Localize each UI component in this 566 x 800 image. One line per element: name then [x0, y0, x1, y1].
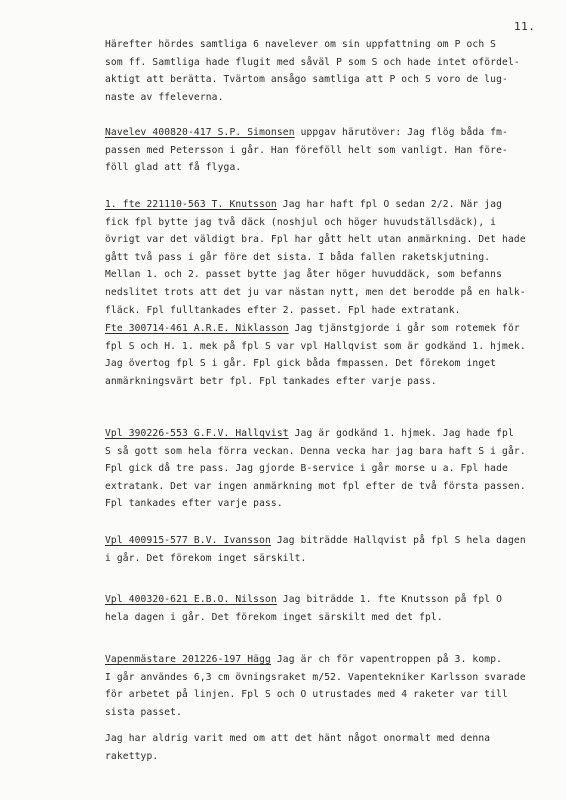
text-line: [105, 214, 545, 232]
paragraph-knutsson: [105, 196, 545, 319]
paragraph-niklasson: [105, 320, 545, 390]
text-line: [105, 443, 545, 461]
text-line: [105, 730, 545, 748]
text-line: [105, 748, 545, 766]
line-text: övrigt var det väldigt bra. Fpl har gått helt utan anmärkning. Det hade: [105, 234, 526, 246]
witness-name: 1. fte 221110-563 T. Knutsson: [105, 199, 277, 210]
line-text: S så gott som hela förra veckan. Denna vecka har jag bara haft S i går.: [105, 445, 526, 457]
line-text: uppgav härutöver: Jag flög båda fm-: [294, 127, 508, 138]
text-line: [105, 704, 545, 722]
text-line: [105, 302, 545, 320]
line-text: passen med Petersson i går. Han föreföll helt som vanligt. Han före-: [105, 144, 508, 156]
line-text: Jag övertog fpl S i går. Fpl gick båda fmpassen. Det förekom inget: [105, 358, 497, 370]
text-line: [105, 651, 545, 669]
text-line: [105, 71, 545, 89]
text-line: [105, 550, 545, 568]
line-text: Jag är godkänd 1. hjmek. Jag hade fpl: [288, 428, 514, 439]
page-number: 11.: [514, 20, 536, 33]
text-line: [105, 532, 545, 550]
text-line: [105, 686, 545, 704]
witness-name: Vpl 400915-577 B.V. Ivansson: [105, 535, 271, 546]
line-text: fick fpl bytte jag två däck (noshjul och höger huvudställsdäck), i: [105, 216, 497, 228]
text-line: [105, 89, 545, 107]
paragraph-intro: [105, 36, 545, 106]
paragraph-hallqvist: [105, 425, 545, 513]
text-line: [105, 196, 545, 214]
text-line: [105, 266, 545, 284]
text-line: [105, 320, 545, 338]
paragraph-hagg: [105, 651, 545, 721]
line-text: Jag biträdde Hallqvist på fpl S hela dagen: [270, 535, 526, 546]
line-text: I går användes 6,3 cm övningsraket m/52. Vapentekniker Karlsson svarade: [105, 671, 526, 683]
witness-name: Vpl 400320-621 E.B.O. Nilsson: [105, 594, 277, 605]
line-text: aktigt att berätta. Tvärtom ansågo samtliga att P och S voro de lug-: [105, 74, 508, 86]
text-line: [105, 54, 545, 72]
text-line: [105, 142, 545, 160]
text-line: [105, 284, 545, 302]
paragraph-simonsen: [105, 124, 545, 177]
line-text: naste av ffeleverna.: [105, 91, 224, 103]
line-text: Mellan 1. och 2. passet bytte jag åter höger huvuddäck, som befanns: [105, 269, 503, 281]
text-line: [105, 425, 545, 443]
line-text: rakettyp.: [105, 750, 159, 762]
line-text: nedslitet trots att det ju var nästan nytt, men det berodde på en halk-: [105, 286, 526, 298]
line-text: Fpl gick då tre pass. Jag gjorde B-service i går morse u a. Fpl hade: [105, 463, 508, 475]
line-text: hela dagen i går. Det förekom inget särskilt med det fpl.: [105, 611, 443, 623]
line-text: fläck. Fpl fulltankades efter 2. passet. Fpl hade extratank.: [105, 304, 461, 316]
text-line: [105, 609, 545, 627]
line-text: för arbetet på linjen. Fpl S och O utrustades med 4 raketer var till: [105, 689, 508, 701]
paragraph-nilsson: [105, 591, 545, 626]
line-text: Jag har haft fpl O sedan 2/2. När jag: [276, 199, 503, 210]
line-text: som ff. Samtliga hade flugit med såväl P som S och hade intet ofördel-: [105, 56, 520, 68]
line-text: Jag har aldrig varit med om att det hänt något onormalt med denna: [105, 733, 491, 744]
text-line: [105, 355, 545, 373]
witness-name: Navelev 400820-417 S.P. Simonsen: [105, 127, 295, 138]
line-text: sista passet.: [105, 706, 183, 718]
text-line: [105, 495, 545, 513]
witness-name: Fte 300714-461 A.R.E. Niklasson: [105, 323, 289, 334]
line-text: fpl S och H. 1. mek på fpl S var vpl Hallqvist som är godkänd 1. hjmek.: [105, 340, 526, 352]
line-text: Jag tjänstgjorde i går som rotemek för: [288, 323, 520, 334]
text-line: [105, 159, 545, 177]
line-text: anmärkningsvärt betr fpl. Fpl tankades efter varje pass.: [105, 375, 437, 387]
line-text: Jag biträdde 1. fte Knutsson på fpl O: [276, 594, 503, 605]
text-line: [105, 591, 545, 609]
text-line: [105, 124, 545, 142]
line-text: föll glad att få flyga.: [105, 162, 242, 174]
text-line: [105, 36, 545, 54]
text-line: [105, 249, 545, 267]
line-text: Fpl tankades efter varje pass.: [105, 498, 283, 510]
line-text: i går. Det förekom inget särskilt.: [105, 552, 307, 564]
text-line: [105, 338, 545, 356]
line-text: Jag är ch för vapentroppen på 3. komp.: [270, 654, 503, 665]
text-line: [105, 460, 545, 478]
paragraph-closing: [105, 730, 545, 765]
text-line: [105, 669, 545, 687]
paragraph-ivansson: [105, 532, 545, 567]
text-line: [105, 373, 545, 391]
line-text: extratank. Det var ingen anmärkning mot fpl efter de två första passen.: [105, 480, 526, 492]
witness-name: Vapenmästare 201226-197 Hägg: [105, 654, 271, 665]
text-line: [105, 231, 545, 249]
line-text: gått två pass i går före det sista. I båda fallen raketskjutning.: [105, 251, 491, 263]
line-text: Härefter hördes samtliga 6 navelever om sin uppfattning om P och S: [105, 39, 497, 50]
witness-name: Vpl 390226-553 G.F.V. Hallqvist: [105, 428, 289, 439]
text-line: [105, 478, 545, 496]
